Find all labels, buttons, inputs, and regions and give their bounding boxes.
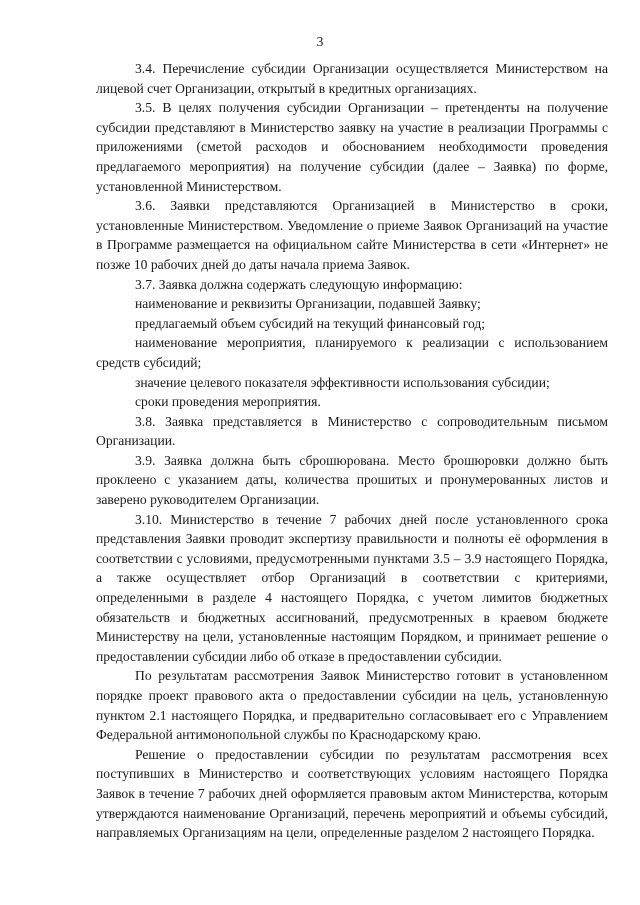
list-item: наименование и реквизиты Организации, подавшей Заявку; xyxy=(135,296,481,312)
list-item: значение целевого показателя эффективности использования субсидии; xyxy=(135,374,550,390)
page-number: 3 xyxy=(316,34,324,49)
paragraph-3-4: 3.4. Перечисление субсидии Организации осуществляется Министерством на лицевой счет Организации, открытый в кредитных организациях. xyxy=(96,61,608,96)
list-item: сроки проведения мероприятия. xyxy=(135,394,321,410)
paragraph-3-7: 3.7. Заявка должна содержать следующую информацию: xyxy=(135,276,463,292)
paragraph-3-6: 3.6. Заявки представляются Организацией в Министерство в сроки, установленные Министерством. Уведомление о приеме Заявок Организаций на участие в Программе размещается на официальном сайте Министерства в сети «Интернет» не позже 10 рабочих дней до даты начала приема Заявок. xyxy=(96,198,608,272)
list-item: предлагаемый объем субсидий на текущий финансовый год; xyxy=(135,315,486,331)
paragraph-decision: Решение о предоставлении субсидии по результатам рассмотрения всех поступивших в Министерство и соответствующих условиям настоящего Порядка Заявок в течение 7 рабочих дней оформляется правовым актом Министерства, которым утверждаются наименование Организаций, перечень мероприятий и объемы субсидий, направляемых Организациям на цели, определенные разделом 2 настоящего Порядка. xyxy=(96,746,608,841)
paragraph-results: По результатам рассмотрения Заявок Министерство готовит в установленном порядке проект правового акта о предоставлении субсидии на цель, установленную пунктом 2.1 настоящего Порядка, и предварительно согласовывает его с Управлением Федеральной антимонопольной службы по Краснодарскому краю. xyxy=(96,668,608,743)
document-body xyxy=(96,59,608,843)
paragraph-3-9: 3.9. Заявка должна быть сброшюрована. Место брошюровки должно быть проклеено с указанием даты, количества прошитых и пронумерованных листов и заверено руководителем Организации. xyxy=(96,452,608,508)
paragraph-3-8: 3.8. Заявка представляется в Министерство с сопроводительным письмом Организации. xyxy=(96,413,608,449)
paragraph-3-5: 3.5. В целях получения субсидии Организации – претенденты на получение субсидии представляют в Министерство заявку на участие в реализации Программы с приложениями (сметой расходов и обоснованием необходимости проведения предлагаемого мероприятия) на получение субсидии (далее – Заявка) по форме, установленной Министерством. xyxy=(96,100,608,194)
paragraph-3-10: 3.10. Министерство в течение 7 рабочих дней после установленного срока представления Заявки проводит экспертизу правильности и полноты её оформления в соответствии с условиями, предусмотренными пунктами 3.5 – 3.9 настоящего Порядка, а также осуществляет отбор Организаций в соответствии с критериями, определенными в разделе 4 настоящего Порядка, с учетом лимитов бюджетных обязательств и бюджетных ассигнований, предусмотренных в краевом бюджете Министерству на цели, установленные настоящим Порядком, и принимает решение о предоставлении субсидии либо об отказе в предоставлении субсидии. xyxy=(96,511,608,664)
list-item: наименование мероприятия, планируемого к реализации с использованием средств субсидий; xyxy=(96,335,608,370)
